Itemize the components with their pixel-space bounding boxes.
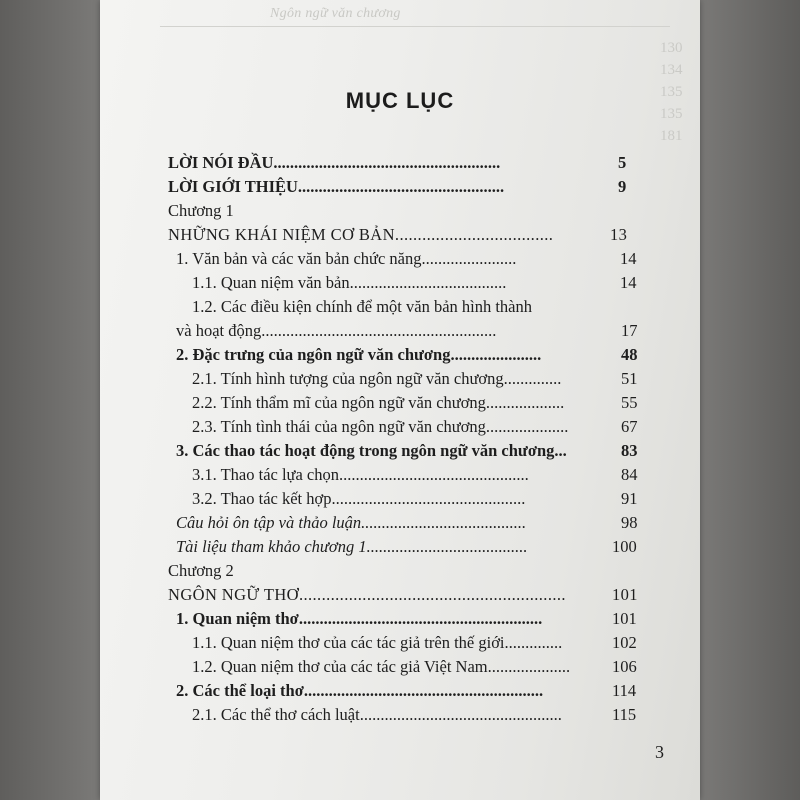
- background-left: [0, 0, 100, 800]
- toc-entry-label: 2. Các thể loại thơ..........................................................: [176, 681, 544, 700]
- toc-entry-page: 98: [621, 513, 638, 532]
- toc-entry-label: 1. Quan niệm thơ...........................................................: [176, 609, 543, 628]
- book-page: [100, 0, 700, 800]
- toc-entry-label: 1.2. Các điều kiện chính để một văn bản hình thành: [192, 297, 533, 316]
- toc-entry: [176, 609, 700, 633]
- toc-entry-label: NHỮNG KHÁI NIỆM CƠ BẢN...................................: [168, 225, 554, 244]
- toc-entry-label: NGÔN NGỮ THƠ...........................................................: [168, 585, 566, 604]
- toc-entry-label: Câu hỏi ôn tập và thảo luận........................................: [176, 513, 527, 532]
- show-through-number: 135: [660, 106, 683, 122]
- toc-entry-label: 2.1. Tính hình tượng của ngôn ngữ văn chương..............: [192, 369, 562, 388]
- toc-entry-page: 91: [621, 489, 638, 508]
- toc-entry: [192, 369, 700, 393]
- toc-entry-page: 101: [612, 609, 637, 628]
- toc-entry-page: 100: [612, 537, 637, 556]
- toc-entry: [176, 321, 700, 345]
- toc-entry-page: 17: [621, 321, 638, 340]
- toc-entry: [192, 417, 700, 441]
- table-of-contents: [100, 0, 700, 800]
- toc-entry-page: 114: [612, 681, 637, 700]
- toc-entry: [168, 153, 700, 177]
- show-through-number: 134: [660, 62, 683, 78]
- chapter-heading: [168, 561, 700, 585]
- toc-entry-label: 2.3. Tính tình thái của ngôn ngữ văn chương....................: [192, 417, 569, 436]
- toc-entry-page: 115: [612, 705, 637, 724]
- toc-entry-label: 1.1. Quan niệm văn bản......................................: [192, 273, 507, 292]
- background-right: [700, 0, 800, 800]
- toc-entry-page: 84: [621, 465, 638, 484]
- toc-entry-label: 3.1. Thao tác lựa chọn..............................................: [192, 465, 529, 484]
- show-through-number: 130: [660, 40, 683, 56]
- chapter-heading: [168, 201, 700, 225]
- page-number: 3: [655, 742, 664, 762]
- toc-entry: [176, 249, 700, 273]
- toc-entry: [192, 393, 700, 417]
- toc-entry-page: 14: [620, 273, 637, 292]
- toc-entry: [192, 489, 700, 513]
- toc-entry: [168, 177, 700, 201]
- toc-entry-label: 2.2. Tính thẩm mĩ của ngôn ngữ văn chương...................: [192, 393, 565, 412]
- toc-entry-label: LỜI GIỚI THIỆU..................................................: [168, 177, 505, 196]
- show-through-header: Ngôn ngữ văn chương: [270, 6, 401, 21]
- toc-entry-label: 1.1. Quan niệm thơ của các tác giả trên thế giới..............: [192, 633, 563, 652]
- toc-entry-label: 2.1. Các thể thơ cách luật.................................................: [192, 705, 562, 724]
- toc-entry-label: 3.2. Thao tác kết hợp...............................................: [192, 489, 526, 508]
- show-through-number: 135: [660, 84, 683, 100]
- toc-entry-page: 83: [621, 441, 638, 460]
- toc-entry: [176, 345, 700, 369]
- toc-entry-label: 2. Đặc trưng của ngôn ngữ văn chương......................: [176, 345, 542, 364]
- toc-entry: [176, 537, 700, 561]
- show-through-number: 181: [660, 128, 683, 144]
- toc-entry: [192, 633, 700, 657]
- toc-entry-page: 101: [612, 585, 638, 604]
- toc-entry-page: 51: [621, 369, 638, 388]
- toc-entry-page: 5: [618, 153, 627, 172]
- toc-entry: [192, 657, 700, 681]
- toc-entry-page: 14: [620, 249, 637, 268]
- toc-entry: [192, 273, 700, 297]
- toc-entry-label: 1. Văn bản và các văn bản chức năng.......................: [176, 249, 517, 268]
- toc-entry-page: 48: [621, 345, 638, 364]
- toc-entry: [176, 513, 700, 537]
- toc-entry: [168, 585, 700, 609]
- toc-entry-label: và hoạt động.........................................................: [176, 321, 497, 340]
- toc-entry: [168, 225, 700, 249]
- toc-entry-page: 106: [612, 657, 637, 676]
- toc-entry-page: 102: [612, 633, 637, 652]
- toc-entry-page: 9: [618, 177, 627, 196]
- toc-entry-page: 13: [610, 225, 628, 244]
- toc-entry: [192, 465, 700, 489]
- chapter-label: Chương 2: [168, 561, 234, 580]
- toc-entry-page: 55: [621, 393, 638, 412]
- toc-entry-label: Tài liệu tham khảo chương 1.......................................: [176, 537, 528, 556]
- toc-entry-label: 3. Các thao tác hoạt động trong ngôn ngữ văn chương...: [176, 441, 567, 460]
- toc-entry-label: LỜI NÓI ĐẦU.......................................................: [168, 153, 501, 172]
- toc-entry: [176, 441, 700, 465]
- toc-entry: [192, 705, 700, 729]
- chapter-label: Chương 1: [168, 201, 234, 220]
- toc-entry: [192, 297, 700, 321]
- page-title: MỤC LỤC: [345, 88, 455, 113]
- toc-entry-label: 1.2. Quan niệm thơ của các tác giả Việt Nam....................: [192, 657, 571, 676]
- toc-entry-page: 67: [621, 417, 638, 436]
- toc-entry: [176, 681, 700, 705]
